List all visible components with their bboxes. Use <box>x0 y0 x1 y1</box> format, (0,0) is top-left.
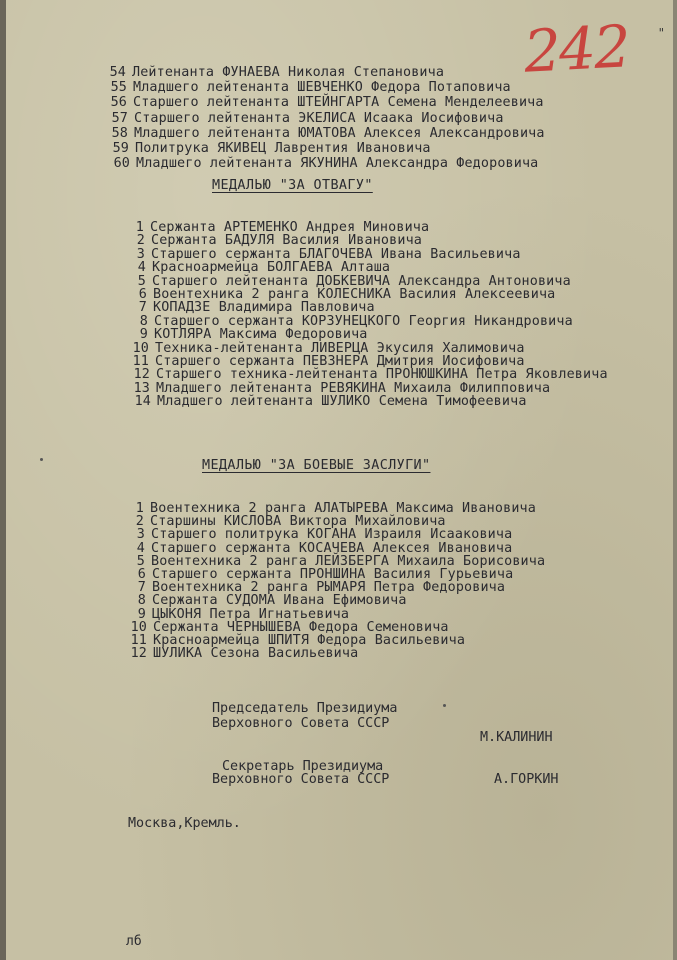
entry-number: 58 <box>111 125 128 141</box>
chairman-name: М.КАЛИНИН <box>480 730 553 745</box>
entry-number: 56 <box>110 95 127 111</box>
entry-text: Красноармейца ШПИТЯ Федора Васильевича <box>153 633 466 648</box>
entry-text: Младшего лейтенанта ЯКУНИНА Александра Федоровича <box>136 156 539 172</box>
entry-text: КОТЛЯРА Максима Федоровича <box>154 327 368 343</box>
entry-number: 11 <box>132 354 149 369</box>
entry-number: 60 <box>113 156 130 172</box>
entry-number: 10 <box>130 619 147 635</box>
entry-text: Сержанта ЧЕРНЫШЕВА Федора Семеновича <box>153 619 449 635</box>
secretary-title-line2: Верховного Совета СССР <box>212 772 390 787</box>
entry-number: 6 <box>138 287 147 302</box>
typist-initials: лб <box>126 934 142 949</box>
entry-number: 12 <box>130 646 147 662</box>
award-entry <box>125 647 358 661</box>
entry-text: Старшего сержанта БЛАГОЧЕВА Ивана Васильевича <box>151 246 521 262</box>
award-entry <box>106 112 504 126</box>
entry-number: 5 <box>137 273 146 289</box>
entry-text: КОПАДЗЕ Владимира Павловича <box>153 300 375 316</box>
entry-number: 2 <box>136 233 145 249</box>
award-entry <box>107 142 431 156</box>
entry-text: Старшего техника-лейтенанта ПРОНЮШКИНА Петра Яковлевича <box>156 367 608 383</box>
entry-number: 12 <box>133 367 150 383</box>
entry-number: 3 <box>136 527 145 543</box>
entry-text: Воентехника 2 ранга ЛЕЙЗБЕРГА Михаила Борисовича <box>151 553 546 569</box>
entry-number: 59 <box>112 141 129 156</box>
entry-text: Младшего лейтенанта ЮМАТОВА Алексея Александровича <box>134 125 545 141</box>
entry-text: Сержанта БАДУЛЯ Василия Ивановича <box>151 233 422 249</box>
entry-number: 5 <box>136 553 145 569</box>
entry-text: Младшего лейтенанта ШУЛИКО Семена Тимофеевича <box>157 394 527 410</box>
entry-text: ШУЛИКА Сезона Васильевича <box>153 646 359 662</box>
entry-text: Старшего лейтенанта ДОБКЕВИЧА Александра Антоновича <box>152 273 571 289</box>
entry-text: ЦЫКОНЯ Петра Игнатьевича <box>152 606 350 622</box>
award-entry <box>105 81 511 95</box>
entry-text: Младшего лейтенанта ШЕВЧЕНКО Федора Потаповича <box>133 80 511 96</box>
entry-number: 7 <box>137 580 146 596</box>
paper-speck <box>443 704 446 707</box>
award-entry <box>104 66 444 80</box>
entry-number: 1 <box>135 220 144 235</box>
entry-number: 1 <box>135 501 144 516</box>
entry-text: Политрука ЯКИВЕЦ Лаврентия Ивановича <box>135 141 431 156</box>
entry-text: Старшего лейтенанта ШТЕЙНГАРТА Семена Менделеевича <box>133 95 544 111</box>
entry-number: 3 <box>136 246 145 262</box>
entry-number: 9 <box>137 606 146 622</box>
entry-number: 2 <box>135 514 144 530</box>
chairman-title-line2: Верховного Совета СССР <box>212 716 390 731</box>
handwritten-page-number: 242 <box>522 12 631 86</box>
award-entry <box>108 157 538 171</box>
entry-number: 54 <box>109 65 126 80</box>
award-entry <box>129 395 527 409</box>
entry-text: Сержанта АРТЕМЕНКО Андрея Миновича <box>150 220 430 235</box>
entry-text: Старшего сержанта КОСАЧЕВА Алексея Ивановича <box>151 540 513 556</box>
entry-text: Старшего сержанта КОРЗУНЕЦКОГО Георгия Никандровича <box>154 313 573 329</box>
bravery-medal-heading: МЕДАЛЬЮ "ЗА ОТВАГУ" <box>212 178 373 193</box>
entry-number: 7 <box>138 300 147 316</box>
entry-text: Старшего сержанта ПРОНШИНА Василия Гурьевича <box>152 567 514 582</box>
entry-text: Старшины КИСЛОВА Виктора Михайловича <box>150 514 446 530</box>
merit-medal-heading: МЕДАЛЬЮ "ЗА БОЕВЫЕ ЗАСЛУГИ" <box>202 458 431 473</box>
corner-mark: " <box>657 26 665 40</box>
paper-speck <box>40 458 43 461</box>
entry-number: 13 <box>133 380 150 396</box>
scan-edge-right <box>673 0 677 960</box>
entry-number: 8 <box>139 313 148 329</box>
entry-number: 10 <box>132 340 149 356</box>
entry-number: 4 <box>137 260 146 276</box>
entry-text: Сержанта СУДОМА Ивана Ефимовича <box>152 593 407 609</box>
place-of-issue: Москва,Кремль. <box>128 816 241 831</box>
entry-number: 55 <box>110 80 127 96</box>
entry-number: 4 <box>136 540 145 556</box>
entry-number: 57 <box>111 110 128 126</box>
entry-text: Старшего сержанта ПЕВЗНЕРА Дмитрия Иосифовича <box>155 354 525 369</box>
entry-text: Воентехника 2 ранга РЫМАРЯ Петра Федоровича <box>152 580 506 596</box>
entry-text: Младшего лейтенанта РЕВЯКИНА Михаила Филипповича <box>156 380 551 396</box>
scan-edge-left <box>0 0 6 960</box>
entry-text: Старшего политрука КОГАНА Израиля Исааковича <box>151 527 513 543</box>
chairman-title-line1: Председатель Президиума <box>212 701 398 716</box>
entry-number: 6 <box>137 567 146 582</box>
entry-text: Старшего лейтенанта ЭКЕЛИСА Исаака Иосифовича <box>134 110 504 126</box>
secretary-name: А.ГОРКИН <box>494 772 559 787</box>
secretary-title-line1: Секретарь Президиума <box>222 759 384 774</box>
entry-text: Воентехника 2 ранга АЛАТЫРЕВА Максима Ивановича <box>150 501 536 516</box>
entry-text: Воентехника 2 ранга КОЛЕСНИКА Василия Алексеевича <box>153 287 556 302</box>
entry-number: 8 <box>137 593 146 609</box>
entry-text: Лейтенанта ФУНАЕВА Николая Степановича <box>132 65 445 80</box>
entry-number: 9 <box>139 327 148 343</box>
entry-number: 14 <box>134 394 151 410</box>
entry-number: 11 <box>130 633 147 648</box>
entry-text: Техника-лейтенанта ЛИВЕРЦА Экусиля Халимовича <box>155 340 525 356</box>
award-entry <box>106 127 545 141</box>
award-entry <box>105 96 544 110</box>
entry-text: Красноармейца БОЛГАЕВА Алташа <box>152 260 391 276</box>
